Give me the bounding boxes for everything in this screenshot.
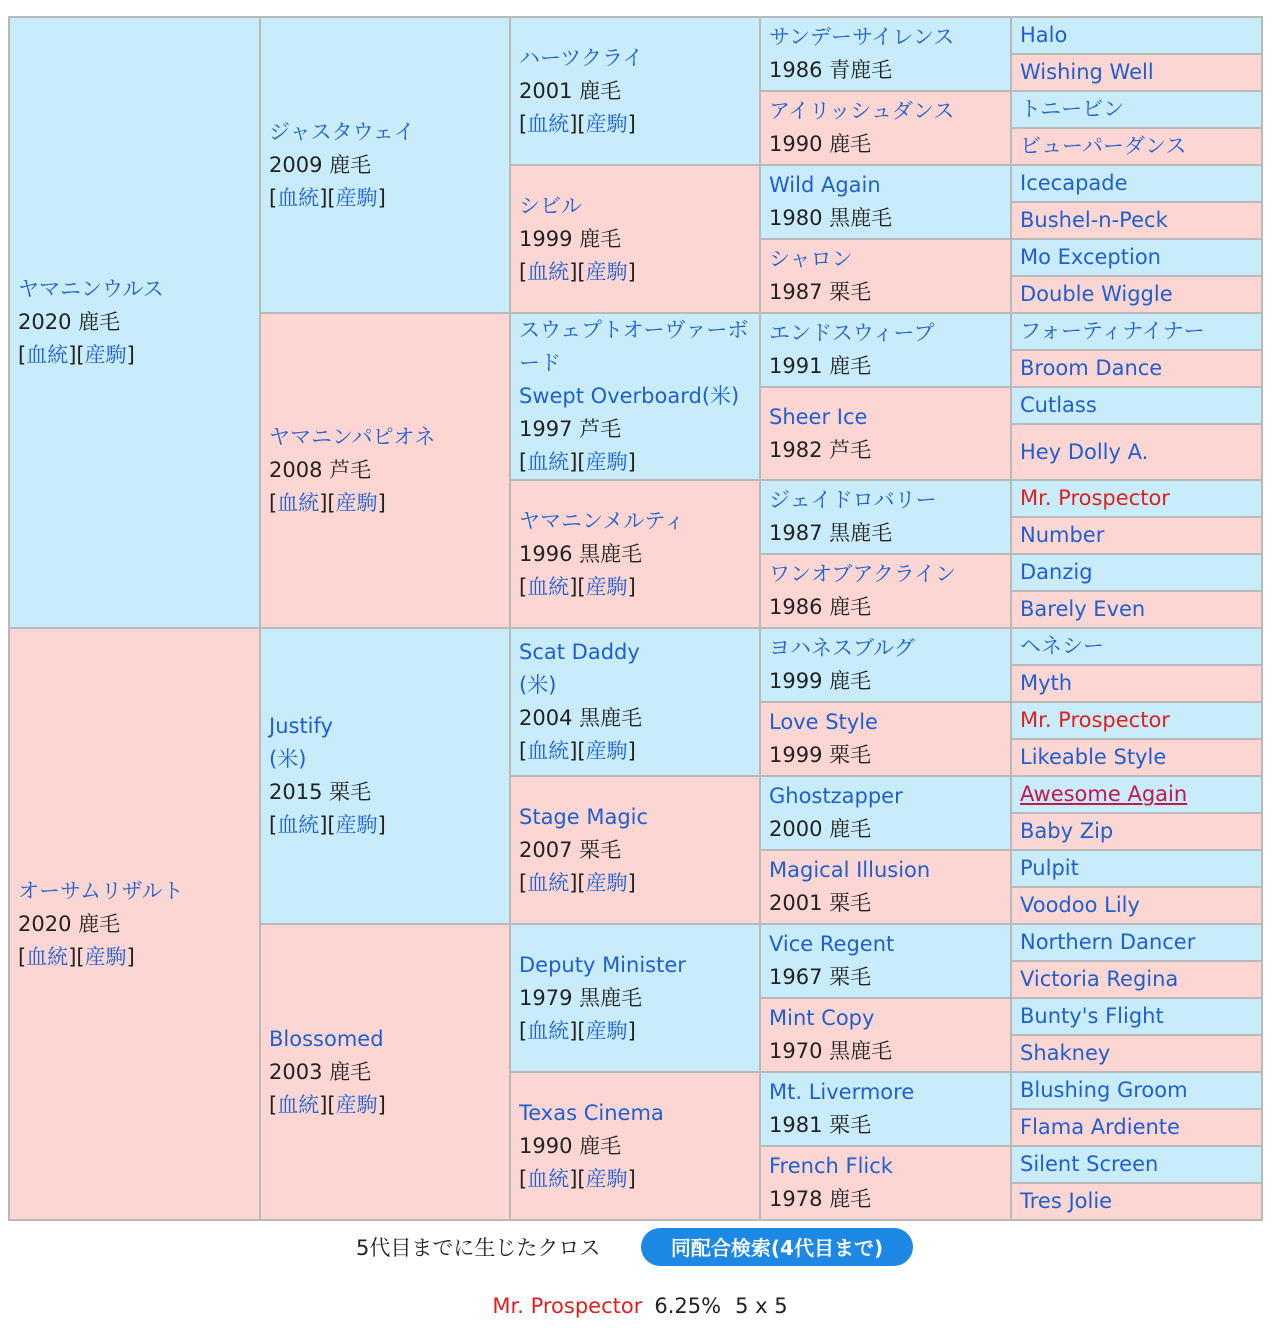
- horse-cell-gen5: [1011, 128, 1262, 165]
- horse-name-link[interactable]: Pulpit: [1020, 856, 1079, 880]
- horse-birth-color: 1978 鹿毛: [769, 1187, 872, 1211]
- horse-birth-color: 1990 鹿毛: [519, 1133, 622, 1158]
- horse-birth-color: 1986 青鹿毛: [769, 58, 893, 82]
- horse-cell-gen1: [9, 628, 260, 1220]
- horse-cell-gen4: [760, 998, 1011, 1072]
- pedigree-links: [血統][産駒]: [519, 870, 636, 895]
- horse-cell-gen5: [1011, 313, 1262, 350]
- horse-origin-label: (米): [519, 673, 557, 697]
- horse-cell-gen5: [1011, 776, 1262, 813]
- horse-birth-color: 1982 芦毛: [769, 437, 872, 462]
- horse-birth-color: 2003 鹿毛: [269, 1059, 372, 1084]
- offspring-link[interactable]: 産駒: [585, 739, 628, 763]
- pedigree-links: [血統][産駒]: [269, 185, 386, 210]
- horse-name-link[interactable]: アイリッシュダンス: [769, 99, 955, 123]
- horse-name-link[interactable]: ヨハネスブルグ: [769, 636, 915, 660]
- horse-cell-gen5: [1011, 17, 1262, 54]
- horse-name-link[interactable]: ジャスタウェイ: [269, 119, 415, 144]
- horse-cell-gen4: [760, 1072, 1011, 1146]
- pedigree-links: [血統][産駒]: [269, 491, 386, 515]
- horse-alt-name-link[interactable]: Swept Overboard(米): [519, 384, 740, 408]
- horse-cell-gen5: [1011, 239, 1262, 276]
- horse-birth-color: 1987 黒鹿毛: [769, 521, 893, 545]
- horse-cell-gen5: [1011, 591, 1262, 628]
- offspring-link[interactable]: 産駒: [84, 343, 127, 367]
- horse-birth-color: 1997 芦毛: [519, 417, 622, 441]
- horse-name-link[interactable]: Baby Zip: [1020, 819, 1114, 843]
- offspring-link[interactable]: 産駒: [585, 259, 628, 284]
- offspring-link[interactable]: 産駒: [585, 450, 628, 474]
- horse-name-link[interactable]: スウェプトオーヴァーボード: [519, 318, 749, 375]
- horse-name-link[interactable]: Mint Copy: [769, 1006, 875, 1030]
- horse-cell-gen3: [510, 480, 760, 628]
- horse-name-link[interactable]: エンドスウィープ: [769, 321, 935, 345]
- pedigree-links: [血統][産駒]: [519, 450, 636, 474]
- bloodline-link[interactable]: 血統: [277, 185, 320, 210]
- horse-cell-gen5: [1011, 350, 1262, 387]
- bloodline-link[interactable]: 血統: [527, 1018, 570, 1043]
- horse-name-link[interactable]: ヤマニンパピオネ: [269, 425, 436, 449]
- horse-name-link[interactable]: Mo Exception: [1020, 245, 1161, 269]
- horse-birth-color: 1990 鹿毛: [769, 132, 872, 156]
- horse-cell-gen5: [1011, 702, 1262, 739]
- horse-birth-color: 2020 鹿毛: [18, 911, 121, 936]
- horse-cell-gen3: [510, 1072, 760, 1220]
- horse-name-link[interactable]: Hey Dolly A.: [1020, 439, 1149, 464]
- horse-name-link[interactable]: ジェイドロバリー: [769, 488, 937, 512]
- horse-cell-gen5: [1011, 998, 1262, 1035]
- horse-birth-color: 2001 鹿毛: [519, 78, 622, 103]
- horse-birth-color: 2007 栗毛: [519, 837, 622, 862]
- horse-cell-gen3: [510, 17, 760, 165]
- horse-birth-color: 1999 栗毛: [769, 743, 872, 767]
- pedigree-links: [血統][産駒]: [18, 343, 135, 367]
- horse-cell-gen4: [760, 91, 1011, 165]
- horse-name-link[interactable]: サンデーサイレンス: [769, 25, 955, 49]
- same-mating-search-button[interactable]: 同配合検索(4代目まで): [641, 1228, 913, 1266]
- offspring-link[interactable]: 産駒: [335, 491, 378, 515]
- offspring-link[interactable]: 産駒: [585, 1166, 628, 1191]
- horse-cell-gen4: [760, 239, 1011, 313]
- horse-cell-gen5: [1011, 739, 1262, 776]
- horse-birth-color: 1970 黒鹿毛: [769, 1039, 893, 1063]
- horse-cell-gen3: [510, 776, 760, 924]
- bloodline-link[interactable]: 血統: [527, 739, 570, 763]
- horse-name-link[interactable]: Mt. Livermore: [769, 1080, 915, 1104]
- horse-birth-color: 2004 黒鹿毛: [519, 706, 643, 730]
- offspring-link[interactable]: 産駒: [335, 1092, 378, 1117]
- horse-name-link[interactable]: Wishing Well: [1020, 60, 1154, 84]
- pedigree-table: [8, 16, 1263, 1221]
- horse-cell-gen4: [760, 17, 1011, 91]
- horse-cell-gen5: [1011, 924, 1262, 961]
- horse-cell-gen4: [760, 628, 1011, 702]
- pedigree-links: [血統][産駒]: [269, 1092, 386, 1117]
- horse-birth-color: 1996 黒鹿毛: [519, 541, 643, 566]
- horse-name-link[interactable]: Ghostzapper: [769, 784, 903, 808]
- horse-cell-gen3: [510, 313, 760, 480]
- horse-name-link[interactable]: Stage Magic: [519, 804, 649, 829]
- horse-cell-gen4: [760, 554, 1011, 628]
- horse-cell-gen5: [1011, 1183, 1262, 1220]
- horse-origin-label: (米): [269, 747, 307, 771]
- horse-cell-gen5: [1011, 1035, 1262, 1072]
- horse-name-link[interactable]: Cutlass: [1020, 393, 1097, 417]
- horse-birth-color: 1987 栗毛: [769, 280, 872, 304]
- horse-name-link[interactable]: Double Wiggle: [1020, 282, 1173, 306]
- horse-cell-gen5: [1011, 628, 1262, 665]
- horse-name-link[interactable]: Halo: [1020, 23, 1068, 47]
- horse-name-link[interactable]: Magical Illusion: [769, 858, 931, 882]
- horse-cell-gen5: [1011, 517, 1262, 554]
- horse-name-link[interactable]: Icecapade: [1020, 171, 1128, 195]
- bloodline-link[interactable]: 血統: [527, 870, 570, 895]
- pedigree-links: [血統][産駒]: [519, 574, 636, 599]
- horse-name-link[interactable]: Blossomed: [269, 1026, 384, 1051]
- bloodline-link[interactable]: 血統: [527, 574, 570, 599]
- pedigree-links: [血統][産駒]: [519, 739, 636, 763]
- cross-horse-name[interactable]: Mr. Prospector: [492, 1294, 643, 1318]
- horse-name-link[interactable]: Shakney: [1020, 1041, 1111, 1065]
- offspring-link[interactable]: 産駒: [585, 574, 628, 599]
- horse-name-link[interactable]: Victoria Regina: [1020, 967, 1179, 991]
- horse-birth-color: 1980 黒鹿毛: [769, 206, 893, 230]
- horse-birth-color: 2001 栗毛: [769, 891, 872, 915]
- horse-cell-gen4: [760, 313, 1011, 387]
- pedigree-links: [血統][産駒]: [519, 1166, 636, 1191]
- horse-name-link[interactable]: Broom Dance: [1020, 356, 1163, 380]
- horse-cell-gen5: [1011, 202, 1262, 239]
- horse-name-link[interactable]: Justify: [269, 714, 333, 738]
- horse-birth-color: 1991 鹿毛: [769, 354, 872, 378]
- horse-birth-color: 2015 栗毛: [269, 780, 372, 804]
- horse-cell-gen4: [760, 924, 1011, 998]
- horse-cell-gen3: [510, 628, 760, 776]
- bloodline-link[interactable]: 血統: [26, 944, 69, 969]
- horse-cell-gen4: [760, 850, 1011, 924]
- horse-cell-gen5: [1011, 813, 1262, 850]
- horse-name-link[interactable]: Scat Daddy: [519, 640, 640, 664]
- horse-cell-gen4: [760, 776, 1011, 850]
- pedigree-links: [血統][産駒]: [18, 944, 135, 969]
- horse-cell-gen4: [760, 387, 1011, 480]
- horse-name-link[interactable]: Voodoo Lily: [1020, 893, 1140, 917]
- horse-cell-gen5: [1011, 665, 1262, 702]
- horse-name-link[interactable]: Wild Again: [769, 173, 881, 197]
- horse-name-link[interactable]: Mr. Prospector: [1020, 708, 1170, 732]
- horse-cell-gen5: [1011, 961, 1262, 998]
- horse-name-link[interactable]: Silent Screen: [1020, 1152, 1159, 1176]
- horse-name-link[interactable]: Bushel-n-Peck: [1020, 208, 1168, 232]
- pedigree-links: [血統][産駒]: [519, 111, 636, 136]
- bloodline-link[interactable]: 血統: [277, 1092, 320, 1117]
- bloodline-link[interactable]: 血統: [527, 450, 570, 474]
- horse-name-link[interactable]: Love Style: [769, 710, 878, 734]
- horse-cell-gen5: [1011, 424, 1262, 480]
- horse-name-link[interactable]: ヘネシー: [1020, 634, 1104, 658]
- horse-name-link[interactable]: フォーティナイナー: [1020, 319, 1205, 343]
- horse-cell-gen3: [510, 924, 760, 1072]
- horse-cell-gen5: [1011, 165, 1262, 202]
- cross-list: [0, 1294, 1280, 1318]
- horse-cell-gen5: [1011, 480, 1262, 517]
- horse-birth-color: 1967 栗毛: [769, 965, 872, 989]
- horse-cell-gen2: [260, 313, 510, 628]
- horse-cell-gen5: [1011, 54, 1262, 91]
- horse-name-link[interactable]: Awesome Again: [1020, 782, 1188, 806]
- horse-birth-color: 2008 芦毛: [269, 458, 372, 482]
- horse-cell-gen5: [1011, 887, 1262, 924]
- horse-name-link[interactable]: Bunty's Flight: [1020, 1004, 1164, 1028]
- horse-cell-gen5: [1011, 91, 1262, 128]
- horse-cell-gen5: [1011, 1072, 1262, 1109]
- horse-name-link[interactable]: ワンオブアクライン: [769, 562, 957, 586]
- bloodline-link[interactable]: 血統: [527, 111, 570, 136]
- horse-cell-gen5: [1011, 554, 1262, 591]
- cross-pattern: 5 x 5: [735, 1294, 788, 1318]
- horse-name-link[interactable]: Vice Regent: [769, 932, 895, 956]
- horse-name-link[interactable]: Northern Dancer: [1020, 930, 1196, 954]
- horse-cell-gen5: [1011, 850, 1262, 887]
- offspring-link[interactable]: 産駒: [335, 185, 378, 210]
- horse-cell-gen3: [510, 165, 760, 313]
- horse-cell-gen4: [760, 1146, 1011, 1220]
- horse-name-link[interactable]: シビル: [519, 193, 582, 218]
- horse-birth-color: 1986 鹿毛: [769, 595, 872, 619]
- horse-name-link[interactable]: Danzig: [1020, 560, 1093, 584]
- horse-name-link[interactable]: シャロン: [769, 247, 853, 271]
- bloodline-link[interactable]: 血統: [277, 491, 320, 515]
- horse-cell-gen2: [260, 924, 510, 1220]
- horse-name-link[interactable]: トニービン: [1020, 97, 1125, 121]
- offspring-link[interactable]: 産駒: [585, 870, 628, 895]
- horse-birth-color: 1981 栗毛: [769, 1113, 872, 1137]
- pedigree-links: [血統][産駒]: [269, 813, 386, 837]
- horse-birth-color: 1999 鹿毛: [769, 669, 872, 693]
- horse-name-link[interactable]: ハーツクライ: [519, 45, 644, 70]
- horse-cell-gen2: [260, 628, 510, 924]
- horse-name-link[interactable]: Sheer Ice: [769, 404, 868, 429]
- horse-name-link[interactable]: ヤマニンウルス: [18, 277, 164, 301]
- horse-name-link[interactable]: Flama Ardiente: [1020, 1115, 1180, 1139]
- horse-birth-color: 2009 鹿毛: [269, 152, 372, 177]
- pedigree-links: [血統][産駒]: [519, 259, 636, 284]
- horse-cell-gen5: [1011, 276, 1262, 313]
- horse-birth-color: 2000 鹿毛: [769, 817, 872, 841]
- horse-cell-gen2: [260, 17, 510, 313]
- horse-name-link[interactable]: オーサムリザルト: [18, 878, 184, 903]
- horse-name-link[interactable]: ヤマニンメルティ: [519, 508, 685, 533]
- horse-name-link[interactable]: Texas Cinema: [519, 1100, 664, 1125]
- horse-name-link[interactable]: Mr. Prospector: [1020, 486, 1170, 510]
- horse-birth-color: 1979 黒鹿毛: [519, 985, 643, 1010]
- horse-name-link[interactable]: French Flick: [769, 1154, 893, 1178]
- horse-name-link[interactable]: Number: [1020, 523, 1105, 547]
- bloodline-link[interactable]: 血統: [527, 1166, 570, 1191]
- horse-cell-gen4: [760, 480, 1011, 554]
- horse-name-link[interactable]: ビューパーダンス: [1020, 134, 1187, 158]
- horse-cell-gen4: [760, 165, 1011, 239]
- bloodline-link[interactable]: 血統: [277, 813, 320, 837]
- horse-cell-gen4: [760, 702, 1011, 776]
- offspring-link[interactable]: 産駒: [335, 813, 378, 837]
- horse-cell-gen5: [1011, 387, 1262, 424]
- bloodline-link[interactable]: 血統: [26, 343, 69, 367]
- bloodline-link[interactable]: 血統: [527, 259, 570, 284]
- horse-name-link[interactable]: Myth: [1020, 671, 1073, 695]
- offspring-link[interactable]: 産駒: [585, 111, 628, 136]
- offspring-link[interactable]: 産駒: [585, 1018, 628, 1043]
- cross-section-label: 5代目までに生じたクロス: [356, 1236, 601, 1260]
- horse-cell-gen5: [1011, 1146, 1262, 1183]
- cross-percent: 6.25%: [654, 1294, 722, 1318]
- pedigree-links: [血統][産駒]: [519, 1018, 636, 1043]
- horse-birth-color: 1999 鹿毛: [519, 226, 622, 251]
- horse-name-link[interactable]: Barely Even: [1020, 597, 1146, 621]
- horse-name-link[interactable]: Tres Jolie: [1020, 1189, 1113, 1213]
- horse-cell-gen1: [9, 17, 260, 628]
- horse-birth-color: 2020 鹿毛: [18, 310, 121, 334]
- horse-name-link[interactable]: Likeable Style: [1020, 745, 1167, 769]
- horse-cell-gen5: [1011, 1109, 1262, 1146]
- horse-name-link[interactable]: Blushing Groom: [1020, 1078, 1188, 1102]
- offspring-link[interactable]: 産駒: [84, 944, 127, 969]
- horse-name-link[interactable]: Deputy Minister: [519, 952, 686, 977]
